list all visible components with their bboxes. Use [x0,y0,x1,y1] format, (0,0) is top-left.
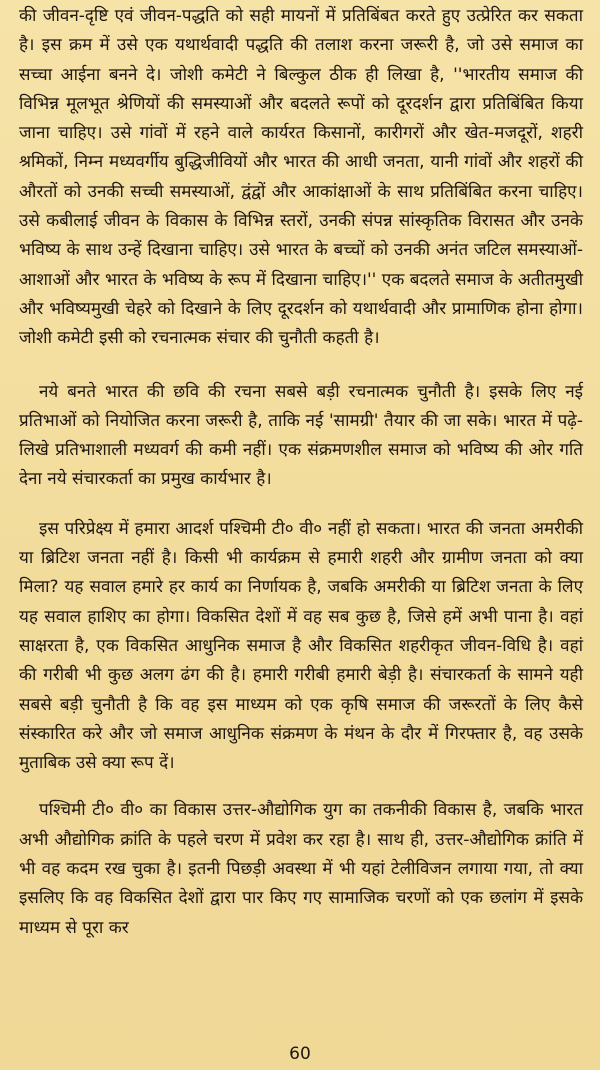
paragraph-3: इस परिप्रेक्ष्य में हमारा आदर्श पश्चिमी टी० वी० नहीं हो सकता। भारत की जनता अमरीकी या ब्रिटिश जनता नहीं है। किसी भी कार्यक्रम से हमारी शहरी और ग्रामीण जनता को क्या मिला? यह सवाल हमारे हर कार्य का निर्णायक है, जबकि अमरीकी या ब्रिटिश जनता के लिए यह सवाल हाशिए का होगा। विकसित देशों में वह सब कुछ है, जिसे हमें अभी पाना है। वहां साक्षरता है, एक विकसित आधुनिक समाज है और विकसित शहरीकृत जीवन-विधि है। वहां की गरीबी भी कुछ अलग ढंग की है। हमारी गरीबी हमारी बेड़ी है। संचारकर्ता के सामने यही सबसे बड़ी चुनौती है कि वह इस माध्यम को एक कृषि समाज की जरूरतों के लिए कैसे संस्कारित करे और जो समाज आधुनिक संक्रमण के मंथन के दौर में गिरफ्तार है, वह उसके मुताबिक उसे क्या रूप दें। [19,518,583,774]
page-number: 60 [289,1044,311,1064]
paragraph-2: नये बनते भारत की छवि की रचना सबसे बड़ी रचनात्मक चुनौती है। इसके लिए नई प्रतिभाओं को नियोजित करना जरूरी है, ताकि नई 'सामग्री' तैयार की जा सके। भारत में पढ़े-लिखे प्रतिभाशाली मध्यवर्ग की कमी नहीं। एक संक्रमणशील समाज को भविष्य की ओर गति देना नये संचारकर्ता का प्रमुख कार्यभार है। [19,381,583,490]
paragraph-1: की जीवन-दृष्टि एवं जीवन-पद्धति को सही मायनों में प्रतिबिंबत करते हुए उत्प्रेरित कर सकता है। इस क्रम में उसे एक यथार्थवादी पद्धति की तलाश करना जरूरी है, जो उसे समाज का सच्चा आईना बनने दे। जोशी कमेटी ने बिल्कुल ठीक ही लिखा है, ''भारतीय समाज की विभिन्न मूलभूत श्रेणियों की समस्याओं और बदलते रूपों को दूरदर्शन द्वारा प्रतिबिंबित किया जाना चाहिए। उसे गांवों में रहने वाले कार्यरत किसानों, कारीगरों और खेत-मजदूरों, शहरी श्रमिकों, निम्न मध्यवर्गीय बुद्धिजीवियों और भारत की आधी जनता, यानी गांवों और शहरों की औरतों को उनकी सच्ची समस्याओं, द्वंद्वों और आकांक्षाओं के साथ प्रतिबिंबित करना चाहिए। उसे कबीलाई जीवन के विकास के विभिन्न स्तरों, उनकी संपन्न सांस्कृतिक विरासत और उनके भविष्य के साथ उन्हें दिखाना चाहिए। उसे भारत के बच्चों को उनकी अनंत जटिल समस्याओं-आशाओं और भारत के भविष्य के रूप में दिखाना चाहिए।'' एक बदलते समाज के अतीतमुखी और भविष्यमुखी चेहरे को दिखाने के लिए दूरदर्शन को यथार्थवादी और प्रामाणिक होना होगा। जोशी कमेटी इसी को रचनात्मक संचार की चुनौती कहती है। [19,6,583,349]
paragraph-4: पश्चिमी टी० वी० का विकास उत्तर-औद्योगिक युग का तकनीकी विकास है, जबकि भारत अभी औद्योगिक क्रांति के पहले चरण में प्रवेश कर रहा है। साथ ही, उत्तर-औद्योगिक क्रांति में भी वह कदम रख चुका है। इतनी पिछड़ी अवस्था में भी यहां टेलीविजन लगाया गया, तो क्या इसलिए कि वह विकसित देशों द्वारा पार किए गए सामाजिक चरणों को एक छलांग में इसके माध्यम से पूरा कर [19,800,583,938]
